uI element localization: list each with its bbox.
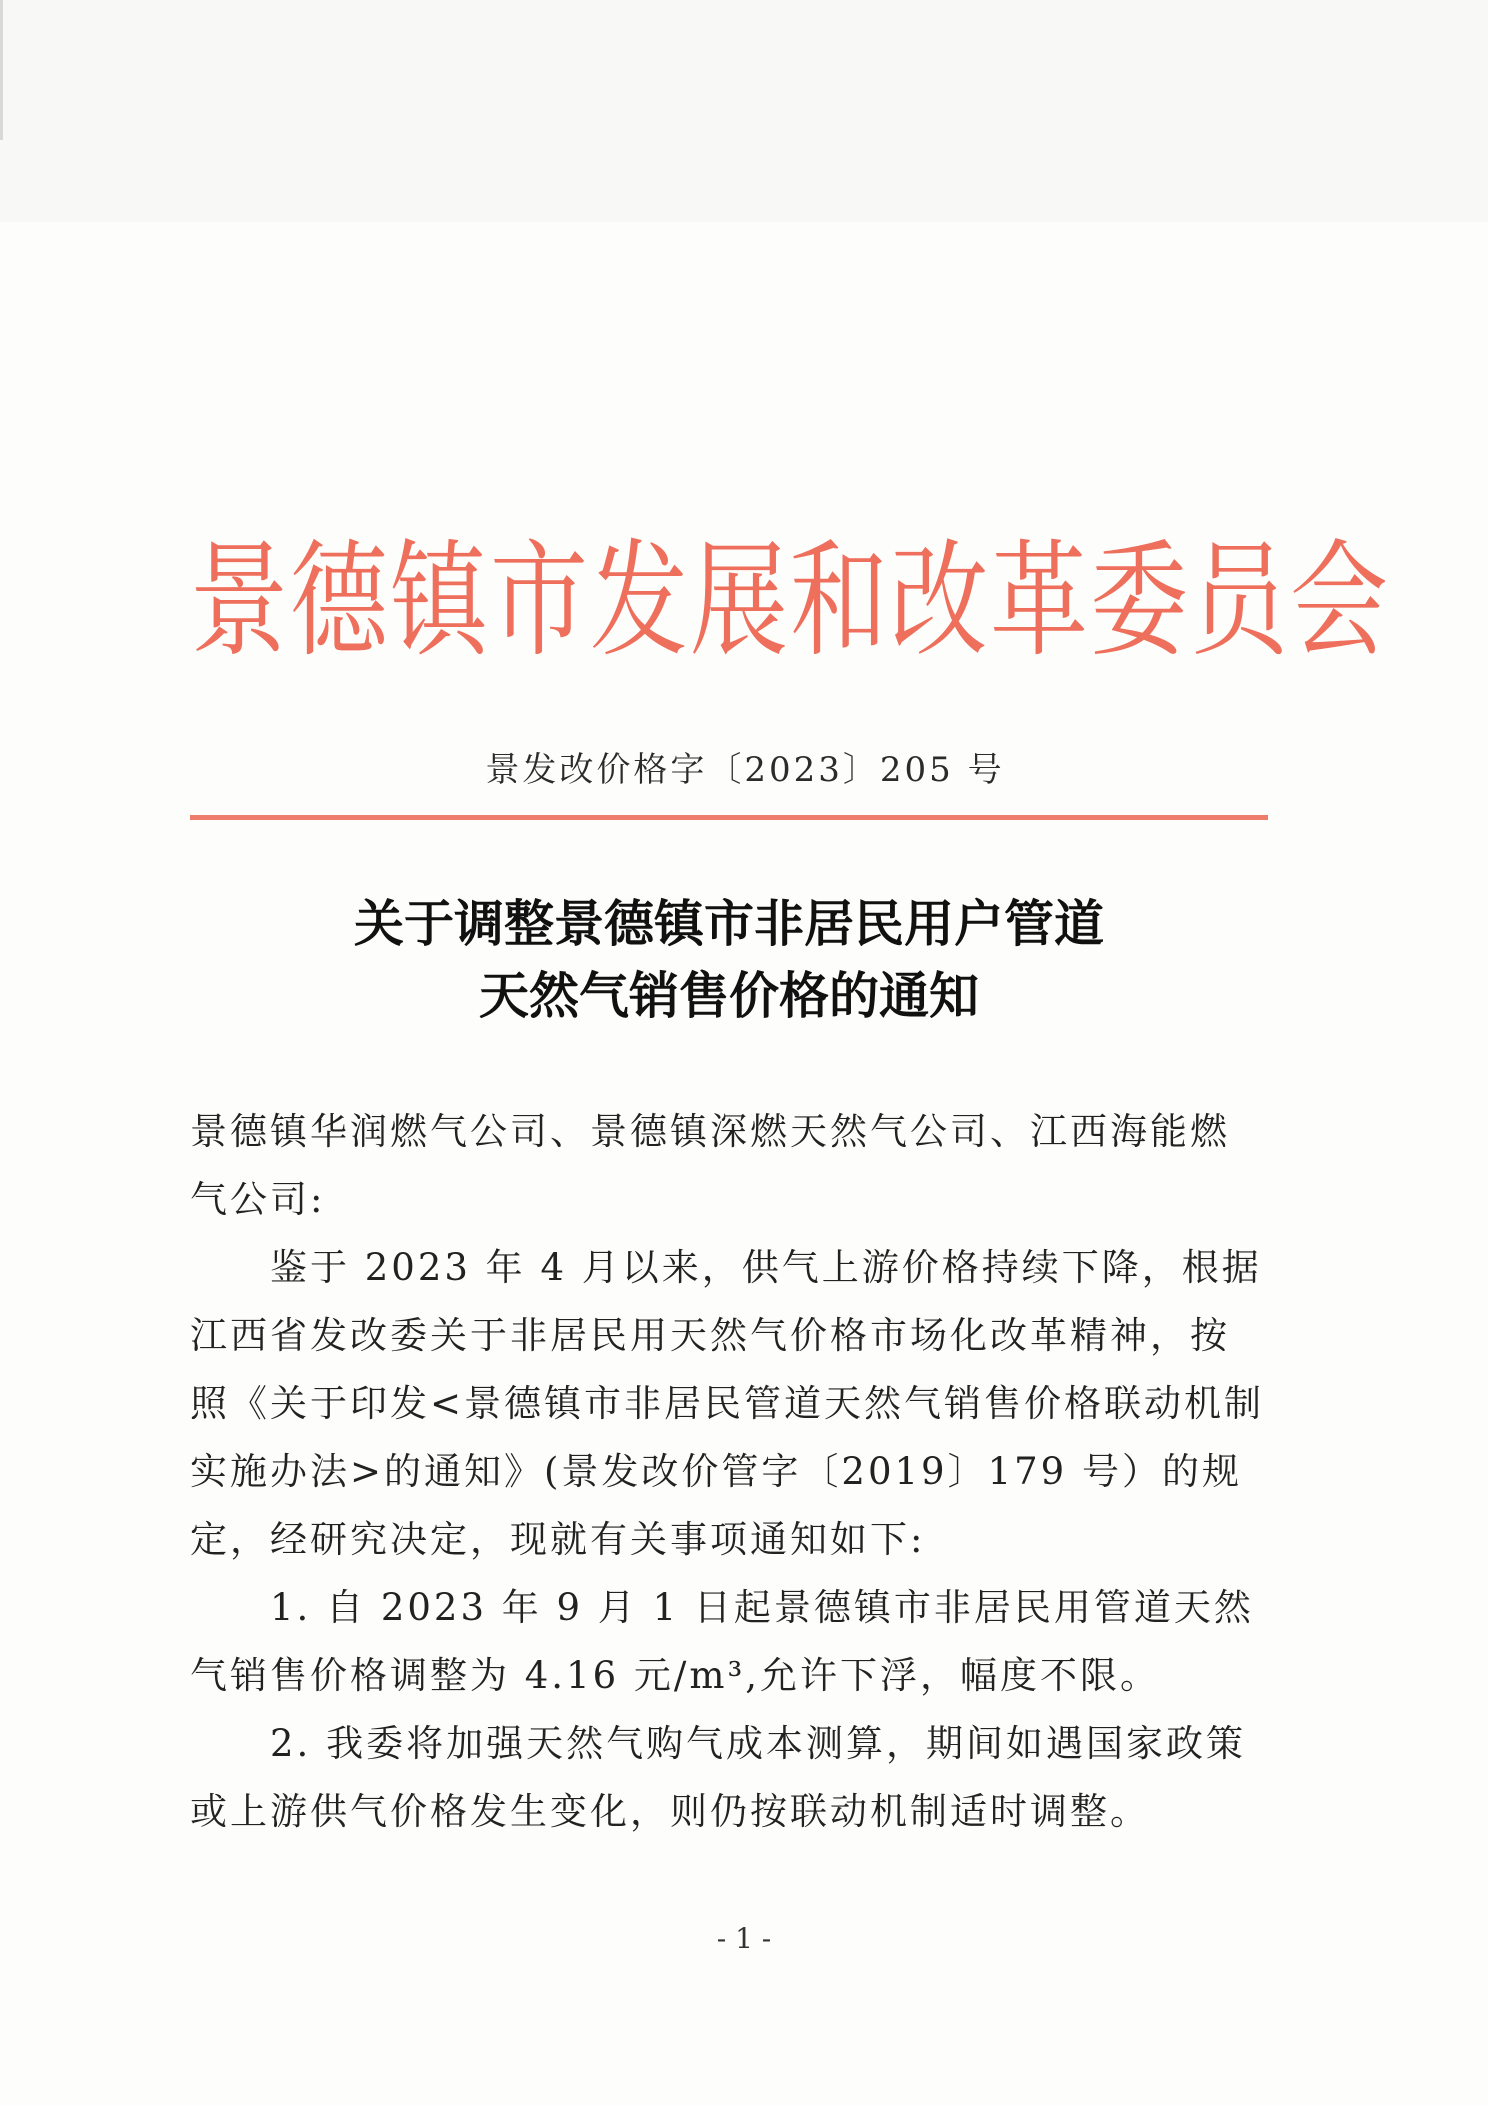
red-separator-line: [190, 815, 1268, 820]
document-number: 景发改价格字〔2023〕205 号: [485, 750, 1005, 790]
notice-title: [190, 888, 1268, 1032]
notice-title-line-1: 关于调整景德镇市非居民用户管道: [354, 895, 1104, 953]
item-1-paragraph: 1. 自 2023 年 9 月 1 日起景德镇市非居民用管道天然气销售价格调整为 4.16 元/m³,允许下浮，幅度不限。: [190, 1586, 1254, 1697]
page-number: - 1 -: [716, 1922, 772, 1955]
recipients-paragraph: 景德镇华润燃气公司、景德镇深燃天然气公司、江西海能燃气公司:: [190, 1110, 1230, 1221]
notice-body: [190, 1098, 1268, 1846]
scan-left-edge: [0, 0, 3, 140]
notice-title-line-2: 天然气销售价格的通知: [479, 967, 979, 1025]
scan-top-band: [0, 0, 1488, 222]
issuer-header: 景德镇市发展和改革委员会: [190, 529, 1391, 675]
item-2-paragraph: 2. 我委将加强天然气购气成本测算，期间如遇国家政策或上游供气价格发生变化，则仍按联动机制适时调整。: [190, 1722, 1247, 1833]
intro-paragraph: 鉴于 2023 年 4 月以来，供气上游价格持续下降，根据江西省发改委关于非居民用天然气价格市场化改革精神，按照《关于印发<景德镇市非居民管道天然气销售价格联动机制实施办法>的通知》(景发改价管字〔2019〕179 号）的规定，经研究决定，现就有关事项通知如下:: [190, 1246, 1265, 1561]
